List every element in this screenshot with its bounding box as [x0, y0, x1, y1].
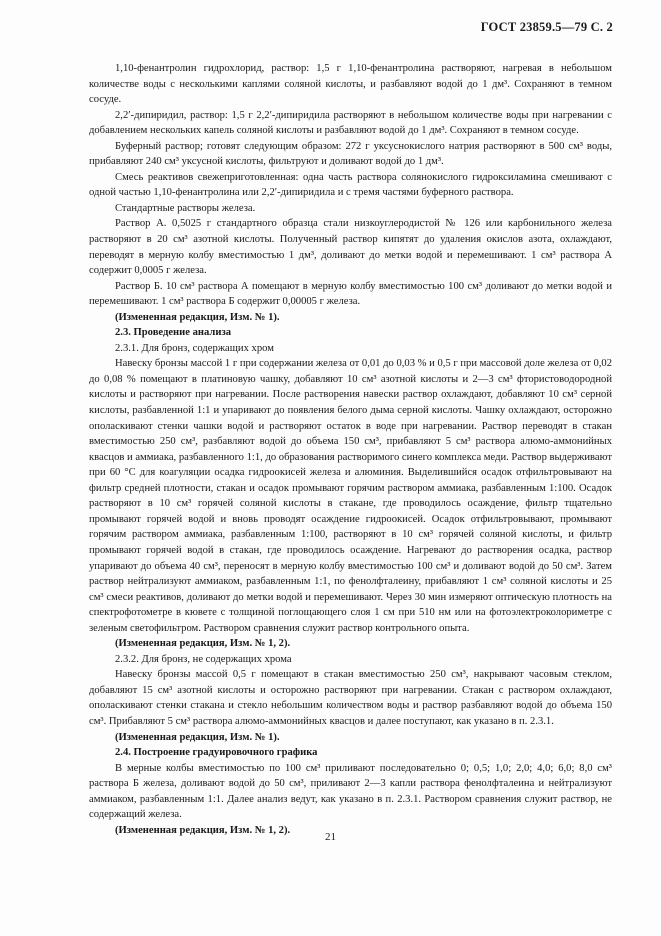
- revision-note: (Измененная редакция, Изм. № 1).: [115, 731, 280, 743]
- revision-note: (Измененная редакция, Изм. № 1, 2).: [115, 824, 291, 836]
- paragraph: 2,2′-дипиридил, раствор: 1,5 г 2,2′-дипиридила растворяют в небольшом количестве воды при нагревании с добавлением нескольких капель соляной кислоты и разбавляют водой до 1 дм³. Сохраняют в темном сосуде.: [89, 109, 612, 137]
- paragraph: Раствор Б. 10 см³ раствора А помещают в мерную колбу вместимостью 100 см³ доливают до метки водой и перемешивают. 1 см³ раствора Б содержит 0,00005 г железа.: [89, 280, 612, 308]
- subsection-heading: 2.3.1. Для бронз, содержащих хром: [115, 342, 274, 354]
- page-header: ГОСТ 23859.5—79 С. 2: [480, 20, 613, 34]
- paragraph: 1,10-фенантролин гидрохлорид, раствор: 1,5 г 1,10-фенантролина растворяют, нагревая в небольшом количестве воды с несколькими каплями соляной кислоты, и разбавляют водой до 1 дм³. Сохраняют в темном сосуде.: [89, 63, 612, 106]
- paragraph: Навеску бронзы массой 1 г при содержании железа от 0,01 до 0,03 % и 0,5 г при массовой доле железа от 0,02 до 0,08 % помещают в платиновую чашку, добавляют 10 см³ азотной кислоты и 2—3 см³ фтористоводородной кислоты и растворяют при нагревании. После растворения навески раствор охлаждают, добавляют 10 см³ серной кислоты, разбавленной 1:1 и упаривают до появления белого дыма серной кислоты. Чашку охлаждают, осторожно ополаскивают стенки чашки водой и растворяют остаток в воде при нагревании. Раствор переводят в стакан вместимостью 250 см³, разбавляют водой до объема 150 см³, прибавляют 5 см³ раствора алюмо-аммонийных квасцов и аммиака, разбавленного 1:1, до образования растворимого синего комплекса меди. Раствор выдерживают при 60 °С для коагуляции осадка гидроокисей железа и алюминия. Выделившийся осадок отфильтровывают на фильтр средней плотности, стакан и осадок промывают горячим раствором аммиака, разбавленным 1:100. Осадок растворяют в 10 см³ горячей соляной кислоты в стакане, где проводилось осаждение, фильтр тщательно промывают горячей водой и вновь проводят осаждение гидроокисей. Осадок отфильтровывают, промывают горячим раствором аммиака, разбавленным 1:100, растворяют в 10 см³ горячей соляной кислоты, и фильтр промывают горячей водой в стакан, где проводилось осаждение. Нагревают до растворения осадка, раствор упаривают до объема 40 см³, переносят в мерную колбу вместимостью 100 см³ и доливают водой до 50 см³. Затем раствор нейтрализуют аммиаком, разбавленным 1:1, по фенолфталеину, прибавляют 1 см³ соляной кислоты и 25 см³ смеси реактивов, доливают до метки водой и перемешивают. Через 30 мин измеряют оптическую плотность на спектрофотометре в кювете с толщиной поглощающего слоя 1 см при 510 нм или на фотоэлектроколориметре с зеленым светофильтром. Раствором сравнения служит раствор контрольного опыта.: [89, 358, 612, 634]
- subsection-heading: 2.3.2. Для бронз, не содержащих хрома: [115, 653, 292, 665]
- revision-note: (Измененная редакция, Изм. № 1, 2).: [115, 638, 291, 650]
- paragraph: В мерные колбы вместимостью по 100 см³ приливают последовательно 0; 0,5; 1,0; 2,0; 4,0; 6,0; 8,0 см³ раствора Б железа, доливают водой до 50 см³, приливают 2—3 капли раствора фенолфталеина и нейтрализуют аммиаком, разбавленным 1:1. Далее анализ ведут, как указано в п. 2.3.1. Раствором сравнения служит раствор, не содержащий железа.: [89, 762, 612, 821]
- document-body: [89, 61, 612, 838]
- section-heading: 2.3. Проведение анализа: [115, 327, 231, 339]
- page-number: 21: [325, 831, 336, 843]
- paragraph: Навеску бронзы массой 0,5 г помещают в стакан вместимостью 250 см³, накрывают часовым стеклом, добавляют 15 см³ азотной кислоты и осторожно растворяют при нагревании. Стакан с раствором охлаждают, ополаскивают стенки стакана и стекло небольшим количеством воды и раствор разбавляют водой до объема 150 см³. Прибавляют 5 см³ раствора алюмо-аммонийных квасцов и далее поступают, как указано в п. 2.3.1.: [89, 669, 612, 727]
- paragraph: Буферный раствор; готовят следующим образом: 272 г уксуснокислого натрия растворяют в 500 см³ воды, прибавляют 240 см³ уксусной кислоты, фильтруют и доливают водой до 1 дм³.: [89, 140, 612, 168]
- paragraph: Раствор А. 0,5025 г стандартного образца стали низкоуглеродистой № 126 или карбонильного железа растворяют в 20 см³ азотной кислоты. Полученный раствор кипятят до удаления окислов азота, охлаждают, переводят в мерную колбу вместимостью 1 дм³, доливают до метки водой и перемешивают. 1 см³ раствора А содержит 0,0005 г железа.: [89, 218, 612, 277]
- paragraph: Смесь реактивов свежеприготовленная: одна часть раствора солянокислого гидроксиламина смешивают с одной частью 1,10-фенантролина или 2,2′-дипиридила и с тремя частями буферного раствора.: [89, 171, 612, 199]
- section-heading: 2.4. Построение градуировочного графика: [115, 747, 318, 759]
- paragraph: Стандартные растворы железа.: [115, 202, 256, 214]
- revision-note: (Измененная редакция, Изм. № 1).: [115, 311, 280, 323]
